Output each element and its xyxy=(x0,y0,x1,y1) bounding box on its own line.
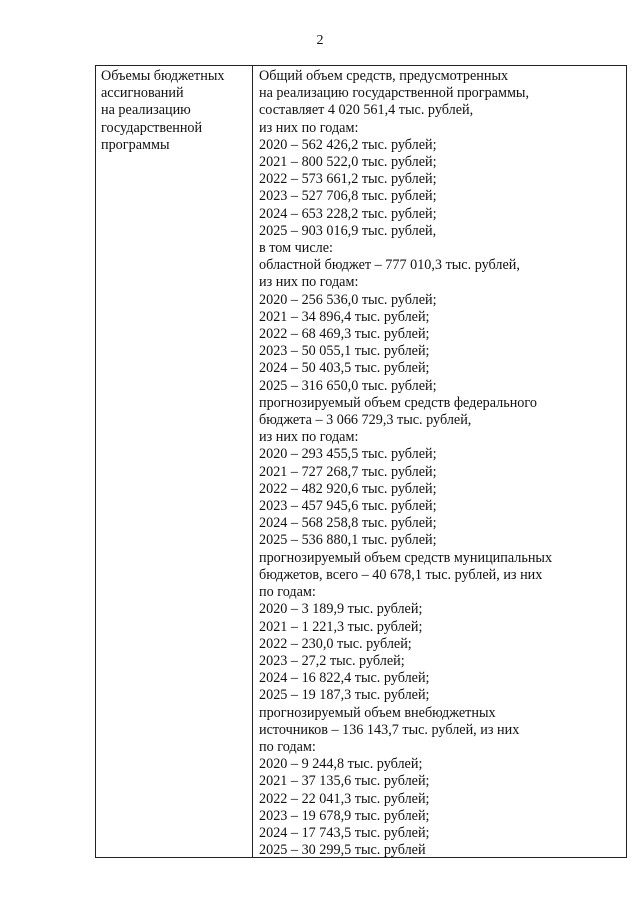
content-line: на реализацию государственной программы, xyxy=(259,85,530,102)
content-line: по годам: xyxy=(259,738,316,755)
content-line: 2022 – 22 041,3 тыс. рублей; xyxy=(259,790,430,807)
content-line: 2023 – 457 945,6 тыс. рублей; xyxy=(259,498,437,515)
content-line: 2024 – 16 822,4 тыс. рублей; xyxy=(259,670,430,687)
content-line: 2020 – 562 426,2 тыс. рублей; xyxy=(259,136,437,153)
content-line: 2022 – 230,0 тыс. рублей; xyxy=(259,635,412,652)
content-line: прогнозируемый объем внебюджетных xyxy=(259,704,496,721)
page-number: 2 xyxy=(316,33,324,48)
content-line: 2022 – 573 661,2 тыс. рублей; xyxy=(259,171,437,188)
content-line: 2023 – 19 678,9 тыс. рублей; xyxy=(259,807,430,824)
content-line: 2020 – 256 536,0 тыс. рублей; xyxy=(259,291,437,308)
content-line: 2020 – 293 455,5 тыс. рублей; xyxy=(259,446,437,463)
content-line: прогнозируемый объем средств муниципальных xyxy=(259,549,553,566)
content-line: 2020 – 3 189,9 тыс. рублей; xyxy=(259,601,423,618)
content-line: в том числе: xyxy=(259,240,333,257)
label-line: ассигнований xyxy=(101,85,184,102)
label-line: государственной xyxy=(101,119,203,136)
content-line: 2023 – 27,2 тыс. рублей; xyxy=(259,652,405,669)
content-line: 2024 – 17 743,5 тыс. рублей; xyxy=(259,824,430,841)
content-line: 2021 – 34 896,4 тыс. рублей; xyxy=(259,308,430,325)
content-line: 2025 – 903 016,9 тыс. рублей, xyxy=(259,222,437,239)
content-line: 2021 – 1 221,3 тыс. рублей; xyxy=(259,618,423,635)
content-line: 2024 – 653 228,2 тыс. рублей; xyxy=(259,205,437,222)
content-line: 2024 – 50 403,5 тыс. рублей; xyxy=(259,360,430,377)
content-line: 2021 – 37 135,6 тыс. рублей; xyxy=(259,773,430,790)
content-line: составляет 4 020 561,4 тыс. рублей, xyxy=(259,102,474,119)
content-line: источников – 136 143,7 тыс. рублей, из них xyxy=(259,721,520,738)
content-line: 2025 – 316 650,0 тыс. рублей; xyxy=(259,377,437,394)
content-line: по годам: xyxy=(259,584,316,601)
budget-allocations-table xyxy=(95,65,627,858)
content-line: 2024 – 568 258,8 тыс. рублей; xyxy=(259,515,437,532)
content-line: 2022 – 68 469,3 тыс. рублей; xyxy=(259,326,430,343)
content-line: 2025 – 19 187,3 тыс. рублей; xyxy=(259,687,430,704)
label-line: программы xyxy=(101,136,170,153)
content-line: 2020 – 9 244,8 тыс. рублей; xyxy=(259,756,423,773)
content-line: 2025 – 536 880,1 тыс. рублей; xyxy=(259,532,437,549)
content-line: 2021 – 800 522,0 тыс. рублей; xyxy=(259,154,437,171)
content-line: бюджетов, всего – 40 678,1 тыс. рублей, из них xyxy=(259,566,543,583)
label-line: Объемы бюджетных xyxy=(101,68,225,84)
content-line: 2023 – 527 706,8 тыс. рублей; xyxy=(259,188,437,205)
content-line: 2025 – 30 299,5 тыс. рублей xyxy=(259,842,426,859)
content-line: 2021 – 727 268,7 тыс. рублей; xyxy=(259,463,437,480)
content-line: областной бюджет – 777 010,3 тыс. рублей, xyxy=(259,257,520,274)
content-column xyxy=(253,66,626,857)
content-line: 2023 – 50 055,1 тыс. рублей; xyxy=(259,343,430,360)
content-line: 2022 – 482 920,6 тыс. рублей; xyxy=(259,480,437,497)
content-line: бюджета – 3 066 729,3 тыс. рублей, xyxy=(259,412,472,429)
label-line: на реализацию xyxy=(101,102,191,119)
content-line: прогнозируемый объем средств федерального xyxy=(259,394,537,411)
content-line: из них по годам: xyxy=(259,119,359,136)
content-line: из них по годам: xyxy=(259,429,359,446)
label-column xyxy=(96,66,253,857)
content-line: Общий объем средств, предусмотренных xyxy=(259,68,509,84)
content-line: из них по годам: xyxy=(259,274,359,291)
